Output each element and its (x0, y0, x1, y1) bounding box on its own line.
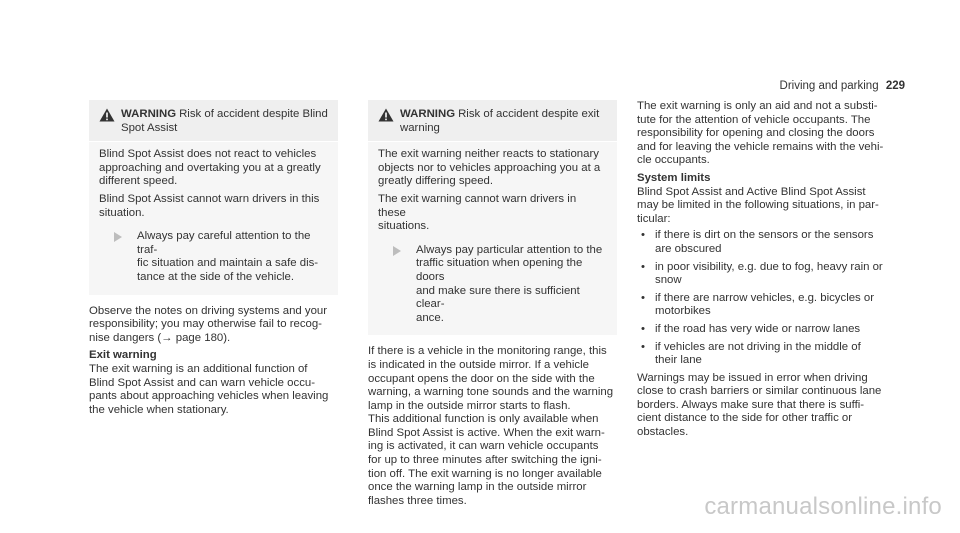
warning-body-paragraph (378, 193, 607, 234)
text-line: fic situation and maintain a safe dis- (137, 257, 319, 270)
text-line: Blind Spot Assist does not react to vehicles (99, 148, 317, 161)
text-line: and make sure there is sufficient clear- (416, 284, 580, 311)
system-limits-heading: System limits (637, 171, 711, 184)
text-line: in poor visibility, e.g. due to fog, heavy rain or (655, 260, 883, 273)
bullet-icon: • (641, 340, 645, 353)
text-line: objects nor to vehicles approaching you at a (378, 161, 601, 174)
responsibility-paragraph (637, 100, 897, 168)
text-line: once the warning lamp in the outside mirror (368, 481, 587, 494)
text-line: The exit warning is an additional function of (89, 362, 308, 375)
text-line: warning, a warning tone sounds and the warning (368, 386, 614, 399)
list-item (637, 323, 897, 337)
page-header (780, 80, 905, 92)
text-line: cle occupants. (637, 154, 710, 167)
text-line: approaching and overtaking you at a greatly (99, 161, 321, 174)
text-line: cient distance to the side for other traffic or (637, 412, 853, 425)
text-line: Blind Spot Assist and can warn vehicle occu- (89, 376, 316, 389)
text-line: situations. (378, 220, 430, 233)
text-line: tute for the attention of vehicle occupants. The (637, 113, 871, 126)
action-step (99, 230, 328, 284)
limits-list (637, 229, 897, 367)
action-step (378, 244, 607, 326)
text-line: ance. (416, 311, 444, 324)
observe-paragraph (89, 305, 338, 346)
text-line: snow (655, 274, 682, 287)
text-line: This additional function is only available when (368, 413, 599, 426)
text-line: for up to three minutes after switching the igni- (368, 454, 602, 467)
text-line: situation. (99, 206, 145, 219)
column-3 (637, 100, 897, 440)
warning-body-paragraph (99, 193, 328, 220)
bullet-icon: • (641, 291, 645, 304)
warning-body (89, 141, 338, 294)
text-line: tance at the side of the vehicle. (137, 270, 295, 283)
warning-header (89, 100, 338, 141)
text-line: Blind Spot Assist and Active Blind Spot Assist (637, 185, 866, 198)
warning-title-line2: Spot Assist (121, 121, 178, 134)
text-line: tion off. The exit warning is no longer available (368, 467, 602, 480)
text-line: motorbikes (655, 305, 711, 318)
limits-intro-paragraph (637, 186, 897, 227)
text-line: lamp in the outside mirror starts to flash. (368, 399, 571, 412)
text-line: obstacles. (637, 426, 689, 439)
column-1 (89, 100, 338, 417)
text-line: greatly differing speed. (378, 175, 494, 188)
text-line: if the road has very wide or narrow lanes (655, 322, 861, 335)
warning-triangle-icon (99, 108, 115, 122)
text-line: is indicated in the outside mirror. If a vehicle (368, 358, 589, 371)
warning-box-blind-spot (89, 100, 338, 295)
warning-title-line2: warning (400, 121, 440, 134)
text-line: If there is a vehicle in the monitoring range, this (368, 345, 607, 358)
warning-title-line1: Risk of accident despite exit (458, 108, 600, 120)
text-line: close to crash barriers or similar continuous lane (637, 385, 882, 398)
bullet-icon: • (641, 229, 645, 242)
bullet-icon: • (641, 322, 645, 335)
list-item (637, 292, 897, 319)
monitoring-paragraph (368, 345, 617, 413)
text-line: The exit warning cannot warn drivers in these (378, 192, 577, 219)
page-number: 229 (885, 80, 905, 92)
false-warnings-paragraph (637, 372, 897, 440)
bullet-icon: • (641, 260, 645, 273)
text-line: Blind Spot Assist cannot warn drivers in this (99, 192, 320, 205)
text-line: if vehicles are not driving in the middle of (655, 340, 861, 353)
text-line: The exit warning is only an aid and not a substi- (637, 100, 878, 112)
text-line: borders. Always make sure that there is suffi- (637, 398, 865, 411)
text-line: responsibility for opening and closing the doors (637, 127, 875, 140)
warning-body (368, 141, 617, 335)
warning-body-paragraph (378, 148, 607, 189)
text-line: traffic situation when opening the doors (416, 257, 583, 283)
text-line: occupant opens the door on the side with the (368, 372, 595, 385)
list-item (637, 341, 897, 368)
text-line: and for leaving the vehicle remains with the vehi- (637, 140, 884, 153)
action-arrow-icon (390, 246, 404, 256)
text-line: ing is activated, it can warn vehicle occupants (368, 440, 599, 453)
text-line: ticular: (637, 212, 671, 225)
column-2 (368, 100, 617, 508)
text-line: the vehicle when stationary. (89, 403, 229, 416)
warning-triangle-icon (378, 108, 394, 122)
list-item (637, 261, 897, 288)
warning-header (368, 100, 617, 141)
warning-body-paragraph (99, 148, 328, 189)
warning-label: WARNING (400, 108, 456, 120)
section-title: Driving and parking (779, 80, 879, 92)
list-item (637, 229, 897, 256)
warning-label: WARNING (121, 108, 177, 120)
text-line: The exit warning neither reacts to stationary (378, 148, 599, 161)
text-line: may be limited in the following situations, in par- (637, 199, 879, 212)
text-line: Observe the notes on driving systems and your (89, 304, 328, 317)
exit-warning-heading: Exit warning (89, 349, 157, 362)
text-line: Blind Spot Assist is active. When the exit warn- (368, 426, 605, 439)
text-line: Always pay careful attention to the traf- (137, 230, 311, 256)
text-line: flashes three times. (368, 494, 467, 507)
watermark: carmanualsonline.info (704, 493, 942, 520)
text-line: Always pay particular attention to the (416, 243, 603, 256)
text-line: their lane (655, 354, 702, 367)
warning-title-line1: Risk of accident despite Blind (179, 108, 328, 120)
text-line: different speed. (99, 175, 178, 188)
action-arrow-icon (111, 232, 125, 242)
text-line: are obscured (655, 242, 722, 255)
page-reference-link[interactable]: nise dangers (→ page 180). (89, 331, 231, 344)
text-line: pants about approaching vehicles when leaving (89, 390, 329, 403)
exit-warning-paragraph (89, 363, 338, 417)
text-line: Warnings may be issued in error when driving (637, 371, 868, 384)
text-line: responsibility; you may otherwise fail to recog- (89, 318, 322, 331)
text-line: if there is dirt on the sensors or the sensors (655, 229, 874, 242)
text-line: if there are narrow vehicles, e.g. bicycles or (655, 291, 875, 304)
warning-box-exit-warning (368, 100, 617, 335)
function-paragraph (368, 413, 617, 508)
